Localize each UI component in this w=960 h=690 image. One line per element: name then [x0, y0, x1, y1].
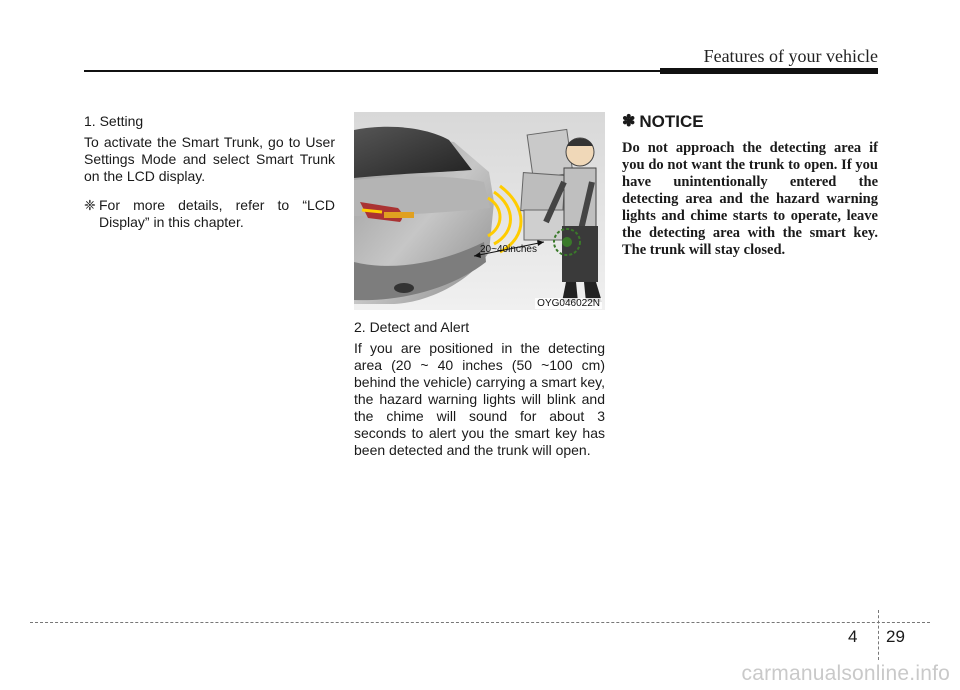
watermark: carmanualsonline.info [741, 662, 950, 685]
header-tab [660, 68, 878, 74]
footer-rule [30, 622, 930, 623]
detect-subheading: 2. Detect and Alert [354, 319, 470, 335]
column-detect [354, 112, 605, 471]
header-title: Features of your vehicle [703, 46, 878, 66]
distance-label: 20~40inches [480, 244, 537, 255]
notice-body: Do not approach the detecting area if you do not want the trunk to open. If you have unintentionally entered the detecting area and the hazard warning lights and chime starts to operate, leave the detecting area with the smart key. The trunk will stay closed. [622, 140, 878, 258]
setting-paragraph: To activate the Smart Trunk, go to User Settings Mode and select Smart Trunk on the LCD display. [84, 134, 335, 184]
detect-paragraph: If you are positioned in the detecting area (20 ~ 40 inches (50 ~100 cm) behind the vehicle) carrying a smart key, the hazard warning lights will blink and the chime will sound for about 3 seconds to alert you the smart key has been detected and the trunk will open. [354, 340, 605, 458]
setting-subheading: 1. Setting [84, 113, 144, 129]
footer-divider [878, 610, 879, 660]
section-number: 4 [848, 627, 858, 646]
notice-box [622, 112, 878, 259]
note-text: For more details, refer to “LCD Display” in this chapter. [99, 197, 335, 230]
notice-asterisk-icon: ✽ [622, 113, 636, 130]
car-and-person-drawing [354, 112, 605, 310]
smart-trunk-illustration [354, 112, 605, 310]
column-setting [84, 112, 335, 231]
notice-heading [622, 112, 878, 132]
notice-title: NOTICE [639, 112, 704, 131]
note-mark-icon: ❈ [84, 197, 96, 213]
setting-note [84, 197, 335, 231]
figure-code: OYG046022N [537, 298, 600, 309]
page-number: 29 [886, 627, 905, 646]
